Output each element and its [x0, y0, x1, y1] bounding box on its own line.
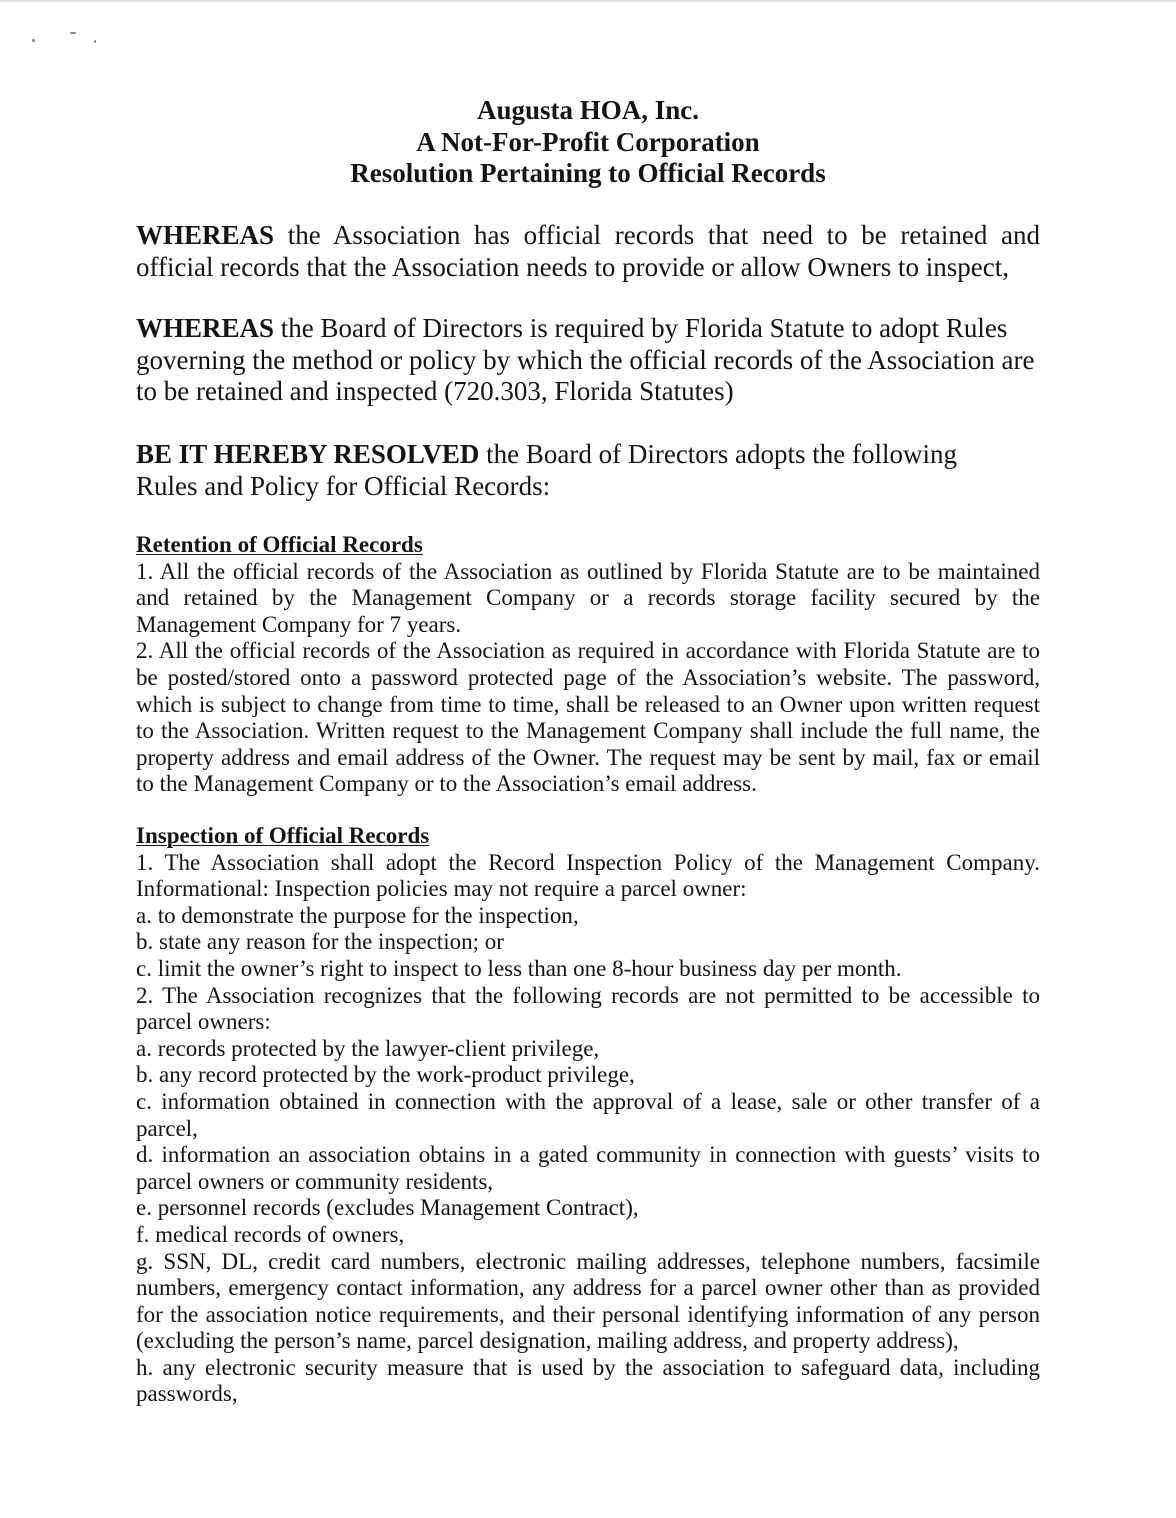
text-line — [136, 956, 1040, 983]
line-text: to be retained and inspected (720.303, Florida Statutes) — [136, 376, 734, 406]
line-text: g. SSN, DL, credit card numbers, electronic mailing addresses, telephone numbers, facsimile — [136, 1248, 1040, 1274]
paragraph — [136, 1142, 1040, 1195]
lead-term: WHEREAS — [136, 220, 275, 250]
text-line — [136, 850, 1040, 877]
line-text: c. limit the owner’s right to inspect to less than one 8-hour business day per month. — [136, 955, 902, 981]
list-item — [136, 956, 1040, 983]
title-corporation-type: A Not-For-Profit Corporation — [416, 126, 760, 157]
text-line — [136, 929, 1040, 956]
paragraph — [136, 1355, 1040, 1408]
text-line — [136, 876, 1040, 903]
section-body — [136, 559, 1040, 798]
text-line — [136, 1302, 1040, 1329]
line-text: the Board of Directors is required by Florida Statute to adopt Rules — [280, 313, 1008, 343]
line-text: 1. The Association shall adopt the Record Inspection Policy of the Management Company. — [136, 849, 1040, 875]
paragraph — [136, 1089, 1040, 1142]
text-line — [136, 376, 1040, 408]
line-text: (excluding the person’s name, parcel designation, mailing address, and property address), — [136, 1328, 959, 1354]
text-line — [136, 559, 1040, 586]
line-text: 2. The Association recognizes that the following records are not permitted to be accessible to — [136, 982, 1040, 1008]
scan-speck — [32, 39, 35, 42]
paragraph — [136, 638, 1040, 798]
text-line — [136, 1328, 1040, 1355]
line-text: a. records protected by the lawyer-client privilege, — [136, 1035, 600, 1061]
paragraph — [136, 1249, 1040, 1355]
section-inspection — [136, 823, 1040, 1408]
paragraph — [136, 559, 1040, 639]
line-text: Management Company for 7 years. — [136, 611, 462, 637]
text-line — [136, 252, 1040, 284]
line-text: the Board of Directors adopts the following — [486, 439, 958, 469]
scan-speck — [94, 40, 96, 43]
text-line — [136, 692, 1040, 719]
line-text: 2. All the official records of the Association as required in accordance with Florida Statute are to — [136, 638, 1040, 664]
text-line — [136, 718, 1040, 745]
resolved-clause — [136, 439, 1040, 502]
line-text: c. information obtained in connection with the approval of a lease, sale or other transfer of a — [136, 1088, 1040, 1114]
whereas-clause-official-records — [136, 220, 1040, 283]
text-line — [136, 1009, 1040, 1036]
paragraph — [136, 850, 1040, 903]
line-text: to the Management Company or to the Association’s email address. — [136, 771, 757, 797]
text-line — [136, 1222, 1040, 1249]
text-line — [136, 220, 1040, 252]
line-text: Rules and Policy for Official Records: — [136, 470, 551, 501]
line-text: Informational: Inspection policies may not require a parcel owner: — [136, 876, 747, 902]
text-line — [136, 1381, 1040, 1408]
text-line — [136, 585, 1040, 612]
list-item — [136, 903, 1040, 930]
list-item — [136, 1036, 1040, 1063]
list-item — [136, 1222, 1040, 1249]
lead-term: BE IT HEREBY RESOLVED — [136, 439, 480, 469]
line-text: governing the method or policy by which the official records of the Association are — [136, 344, 1035, 375]
line-text: b. any record protected by the work-product privilege, — [136, 1062, 635, 1088]
line-text: parcel owners: — [136, 1009, 271, 1035]
line-text: f. medical records of owners, — [136, 1221, 405, 1247]
line-text: which is subject to change from time to time, shall be released to an Owner upon written request — [136, 691, 1040, 717]
line-text: be posted/stored onto a password protected page of the Association’s website. The password, — [136, 664, 1040, 690]
text-line — [136, 983, 1040, 1010]
line-text: d. information an association obtains in a gated community in connection with guests’ visits to — [136, 1142, 1040, 1168]
text-line — [136, 903, 1040, 930]
lead-term: WHEREAS — [136, 313, 275, 343]
text-line — [136, 471, 1040, 503]
text-line — [136, 1062, 1040, 1089]
list-item — [136, 929, 1040, 956]
text-line — [136, 1249, 1040, 1276]
document-title — [0, 95, 1176, 190]
list-item — [136, 1195, 1040, 1222]
text-line — [136, 665, 1040, 692]
text-line — [136, 638, 1040, 665]
line-text: property address and email address of the Owner. The request may be sent by mail, fax or email — [136, 744, 1040, 770]
text-line — [136, 1275, 1040, 1302]
text-line — [136, 771, 1040, 798]
text-line — [136, 1355, 1040, 1382]
line-text: b. state any reason for the inspection; or — [136, 929, 504, 955]
line-text: parcel owners or community residents, — [136, 1168, 494, 1194]
text-line — [136, 1089, 1040, 1116]
section-heading: Retention of Official Records — [136, 532, 423, 557]
text-line — [136, 439, 1040, 471]
line-text: passwords, — [136, 1381, 238, 1407]
text-line — [136, 612, 1040, 639]
line-text: numbers, emergency contact information, any address for a parcel owner other than as provided — [136, 1275, 1040, 1301]
line-text: a. to demonstrate the purpose for the inspection, — [136, 902, 579, 928]
section-heading: Inspection of Official Records — [136, 823, 430, 848]
scan-speck — [70, 32, 76, 34]
section-retention — [136, 532, 1040, 798]
line-text: 1. All the official records of the Association as outlined by Florida Statute are to be maintained — [136, 558, 1040, 584]
line-text: e. personnel records (excludes Management Contract), — [136, 1195, 639, 1221]
line-text: and retained by the Management Company or a records storage facility secured by the — [136, 585, 1040, 611]
line-text: h. any electronic security measure that is used by the association to safeguard data, including — [136, 1354, 1040, 1380]
title-organization: Augusta HOA, Inc. — [476, 95, 700, 125]
text-line — [136, 345, 1040, 377]
section-body — [136, 850, 1040, 1408]
text-line — [136, 1116, 1040, 1143]
line-text: for the association notice requirements, and their personal identifying information of any person — [136, 1301, 1040, 1327]
text-line — [136, 745, 1040, 772]
text-line — [136, 1169, 1040, 1196]
line-text: official records that the Association needs to provide or allow Owners to inspect, — [136, 251, 1010, 282]
whereas-clause-florida-statute — [136, 313, 1040, 408]
text-line — [136, 1036, 1040, 1063]
text-line — [136, 1195, 1040, 1222]
paragraph — [136, 983, 1040, 1036]
line-text: to the Association. Written request to the Management Company shall include the full name, the — [136, 718, 1040, 744]
list-item — [136, 1062, 1040, 1089]
line-text: the Association has official records that need to be retained and — [287, 220, 1040, 250]
title-resolution: Resolution Pertaining to Official Records — [350, 158, 826, 188]
text-line — [136, 313, 1040, 345]
text-line — [136, 1142, 1040, 1169]
line-text: parcel, — [136, 1115, 198, 1141]
